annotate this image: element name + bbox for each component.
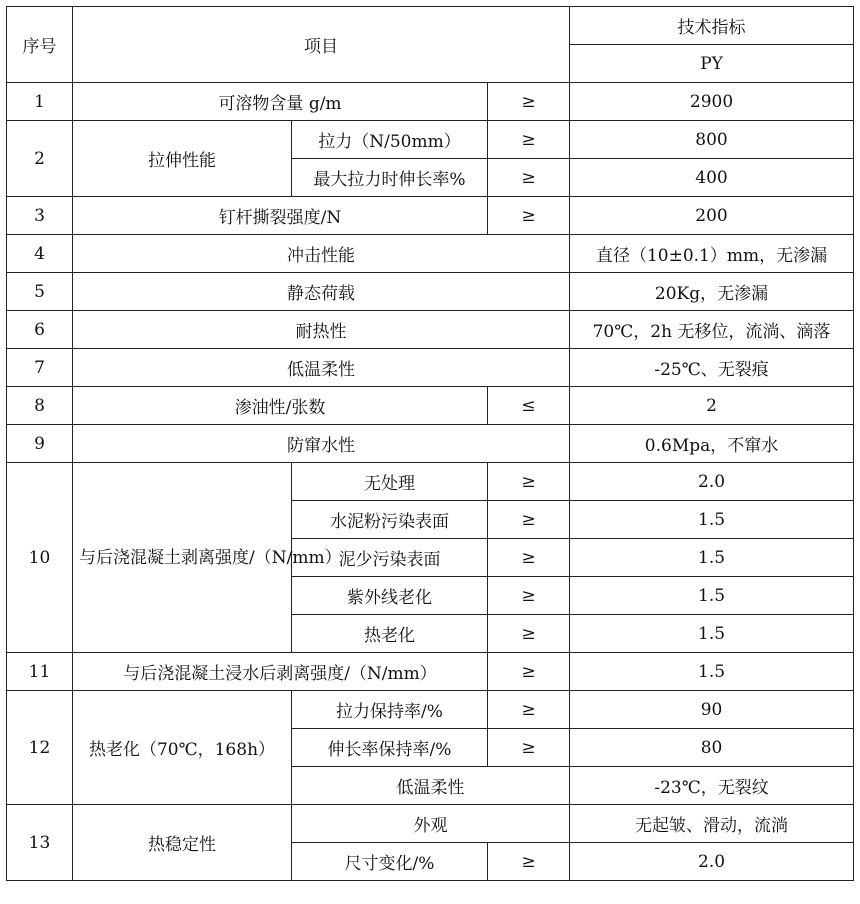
value-cell: -23℃，无裂纹 [570, 767, 854, 805]
operator: ≥ [488, 729, 570, 767]
sub-item-label: 尺寸变化/% [292, 843, 488, 881]
value-cell: 2.0 [570, 463, 854, 501]
value-cell: 1.5 [570, 577, 854, 615]
item-label: 渗油性/张数 [73, 387, 488, 425]
sub-item-label: 泥少污染表面 [292, 539, 488, 577]
sub-item-label: 拉力（N/50mm） [292, 121, 488, 159]
row-number: 13 [7, 805, 73, 881]
operator: ≥ [488, 843, 570, 881]
header-seq: 序号 [7, 7, 73, 83]
item-label: 热稳定性 [73, 805, 292, 881]
item-label: 热老化（70℃，168h） [73, 691, 292, 805]
row-number: 5 [7, 273, 73, 311]
row-number: 11 [7, 653, 73, 691]
table-row [7, 121, 854, 159]
value-cell: 20Kg，无渗漏 [570, 273, 854, 311]
table-row [7, 653, 854, 691]
value-cell: 90 [570, 691, 854, 729]
row-number: 4 [7, 235, 73, 273]
operator: ≥ [488, 159, 570, 197]
row-number: 8 [7, 387, 73, 425]
value-cell: 无起皱、滑动，流淌 [570, 805, 854, 843]
value-cell: 400 [570, 159, 854, 197]
operator: ≥ [488, 501, 570, 539]
sub-item-label: 拉力保持率/% [292, 691, 488, 729]
operator: ≥ [488, 539, 570, 577]
item-label: 与后浇混凝土浸水后剥离强度/（N/mm） [73, 653, 488, 691]
header-type: PY [570, 45, 854, 83]
value-cell: 1.5 [570, 539, 854, 577]
sub-item-label: 水泥粉污染表面 [292, 501, 488, 539]
sub-item-label: 无处理 [292, 463, 488, 501]
operator: ≥ [488, 121, 570, 159]
item-label: 钉杆撕裂强度/N [73, 197, 488, 235]
value-cell: 1.5 [570, 501, 854, 539]
row-number: 12 [7, 691, 73, 805]
table-row [7, 311, 854, 349]
sub-item-label: 低温柔性 [292, 767, 570, 805]
sub-item-label: 伸长率保持率/% [292, 729, 488, 767]
table-row [7, 387, 854, 425]
row-number: 1 [7, 83, 73, 121]
item-label: 静态荷载 [73, 273, 570, 311]
table-row [7, 349, 854, 387]
row-number: 6 [7, 311, 73, 349]
table-row [7, 235, 854, 273]
operator: ≥ [488, 653, 570, 691]
sub-item-label: 最大拉力时伸长率% [292, 159, 488, 197]
table-row [7, 273, 854, 311]
value-cell: 1.5 [570, 653, 854, 691]
value-cell: 1.5 [570, 615, 854, 653]
table-row [7, 691, 854, 729]
item-label: 拉伸性能 [73, 121, 292, 197]
value-cell: -25℃、无裂痕 [570, 349, 854, 387]
value-cell: 80 [570, 729, 854, 767]
value-cell: 200 [570, 197, 854, 235]
table-row [7, 425, 854, 463]
table-row [7, 83, 854, 121]
row-number: 10 [7, 463, 73, 653]
operator: ≥ [488, 463, 570, 501]
operator: ≥ [488, 691, 570, 729]
operator: ≥ [488, 197, 570, 235]
value-cell: 2900 [570, 83, 854, 121]
operator: ≥ [488, 577, 570, 615]
header-item: 项目 [73, 7, 570, 83]
item-label: 与后浇混凝土剥离强度/（N/mm） [73, 463, 292, 653]
row-number: 7 [7, 349, 73, 387]
table-row [7, 197, 854, 235]
value-cell: 直径（10±0.1）mm，无渗漏 [570, 235, 854, 273]
sub-item-label: 外观 [292, 805, 570, 843]
operator: ≥ [488, 615, 570, 653]
sub-item-label: 热老化 [292, 615, 488, 653]
table-row [7, 463, 854, 501]
item-label: 低温柔性 [73, 349, 570, 387]
table-row [7, 805, 854, 843]
header-tech: 技术指标 [570, 7, 854, 45]
item-label: 耐热性 [73, 311, 570, 349]
row-number: 2 [7, 121, 73, 197]
value-cell: 2 [570, 387, 854, 425]
row-number: 3 [7, 197, 73, 235]
value-cell: 800 [570, 121, 854, 159]
header-row [7, 7, 854, 45]
row-number: 9 [7, 425, 73, 463]
operator: ≥ [488, 83, 570, 121]
operator: ≤ [488, 387, 570, 425]
value-cell: 70℃，2h 无移位，流淌、滴落 [570, 311, 854, 349]
item-label: 防窜水性 [73, 425, 570, 463]
value-cell: 0.6Mpa，不窜水 [570, 425, 854, 463]
item-label: 冲击性能 [73, 235, 570, 273]
value-cell: 2.0 [570, 843, 854, 881]
spec-table [6, 6, 854, 881]
sub-item-label: 紫外线老化 [292, 577, 488, 615]
item-label: 可溶物含量 g/m [73, 83, 488, 121]
